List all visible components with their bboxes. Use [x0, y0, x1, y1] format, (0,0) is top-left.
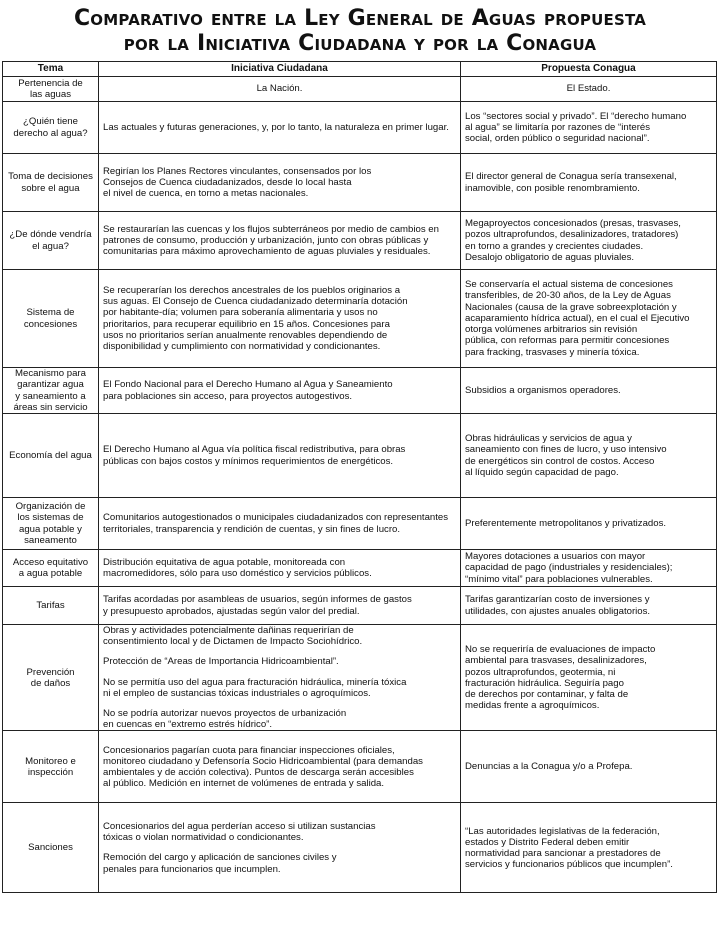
table-row [3, 803, 717, 893]
cell-tema [3, 625, 99, 731]
paragraph-gap [103, 843, 456, 852]
cell-tema [3, 212, 99, 270]
paragraph: Mayores dotaciones a usuarios con mayor capacidad de pago (industriales y residenciales); “mínimo vital” para poblaciones vulnerables. [465, 551, 673, 585]
cell-propuesta-conagua [461, 498, 717, 550]
paragraph: Regirían los Planes Rectores vinculantes, consensados por los Consejos de Cuenca ciudadanizados, desde lo local hasta el nivel de cuenca, en torno a metas nacionales. [103, 165, 372, 200]
paragraph: Distribución equitativa de agua potable, monitoreada con macromedidores, sólo para uso doméstico y servicios públicos. [103, 556, 372, 579]
comparison-table [2, 61, 717, 893]
paragraph: Megaproyectos concesionados (presas, trasvases, pozos ultraprofundos, desalinizadores, tratadores) en torno a grandes y crecientes ciudades. Desalojo obligatorio de aguas pluviales. [465, 218, 681, 263]
tema-text: Acceso equitativo a agua potable [12, 556, 89, 579]
tema-text: Sistema de concesiones [23, 307, 78, 330]
table-row [3, 414, 717, 498]
paragraph: La Nación. [256, 83, 303, 95]
tema-text: ¿Quién tiene derecho al agua? [13, 116, 88, 139]
header-propuesta-conagua: Propuesta Conagua [461, 62, 717, 77]
table-row [3, 587, 717, 625]
cell-tema [3, 587, 99, 625]
table-row [3, 270, 717, 368]
table-row [3, 154, 717, 212]
cell-iniciativa-ciudadana [99, 498, 461, 550]
tema-text: Sanciones [28, 842, 73, 854]
paragraph: Las actuales y futuras generaciones, y, por lo tanto, la naturaleza en primer lugar. [103, 121, 449, 133]
cell-iniciativa-ciudadana [99, 731, 461, 803]
paragraph: No se podría autorizar nuevos proyectos de urbanización en cuencas en “extremo estrés hídrico”. [103, 708, 347, 731]
tema-text: Prevención de daños [26, 666, 75, 689]
paragraph: No se permitía uso del agua para fracturación hidráulica, minería tóxica ni el empleo de sustancias tóxicas industriales o agroquímicos. [103, 676, 407, 699]
paragraph: El Fondo Nacional para el Derecho Humano al Agua y Saneamiento para poblaciones sin acceso, para proyectos autogestivos. [103, 379, 393, 402]
cell-iniciativa-ciudadana [99, 154, 461, 212]
paragraph: No se requeriría de evaluaciones de impacto ambiental para trasvases, desalinizadores, pozos ultraprofundos, geotermia, ni fracturación hidráulica. Seguiría pago de derechos por contaminar, y falta de medidas frente a agroquímicos. [465, 644, 656, 712]
paragraph-gap [103, 699, 456, 708]
cell-propuesta-conagua [461, 77, 717, 102]
cell-iniciativa-ciudadana [99, 102, 461, 154]
table-row [3, 550, 717, 587]
tema-text: Mecanismo para garantizar agua y saneamiento a áreas sin servicio [13, 368, 88, 413]
paragraph: Tarifas garantizarían costo de inversiones y utilidades, con ajustes anuales obligatorios. [465, 594, 651, 617]
table-row [3, 212, 717, 270]
cell-tema [3, 368, 99, 414]
table-row [3, 102, 717, 154]
cell-iniciativa-ciudadana [99, 368, 461, 414]
table-row [3, 77, 717, 102]
paragraph: Se restaurarían las cuencas y los flujos subterráneos por medio de cambios en patrones de consumo, producción y urbanización, junto con obras públicas y comunitarias para máximo aprovechamiento de aguas pluviales y residuales. [103, 223, 439, 258]
paragraph: Preferentemente metropolitanos y privatizados. [465, 517, 667, 529]
header-iniciativa-ciudadana: Iniciativa Ciudadana [99, 62, 461, 77]
cell-propuesta-conagua [461, 803, 717, 893]
cell-tema [3, 270, 99, 368]
paragraph: Protección de “Areas de Importancia Hidricoambiental”. [103, 656, 339, 668]
cell-iniciativa-ciudadana [99, 625, 461, 731]
cell-tema [3, 498, 99, 550]
cell-tema [3, 154, 99, 212]
cell-iniciativa-ciudadana [99, 803, 461, 893]
paragraph: Concesionarios pagarían cuota para financiar inspecciones oficiales, monitoreo ciudadano y Defensoría Socio Hidricoambiental (para demandas ambientales y de acción colectiva). Puntos de descarga serán accesibles al público. Medición en internet de volúmenes de entrada y salida. [103, 744, 423, 790]
title-line-2: por la Iniciativa Ciudadana y por la Conagua [123, 31, 597, 56]
tema-text: Pertenencia de las aguas [18, 77, 83, 100]
paragraph-gap [103, 668, 456, 677]
paragraph: Se conservaría el actual sistema de concesiones transferibles, de 20-30 años, de la Ley de Aguas Nacionales (causa de la grave sobreexplotación y acaparamiento hídrica actual), en el cual el Ejecutivo otorga volúmenes arbitrarios sin revisión pública, con reformas para permitir concesiones para fracking, trasvases y minería tóxica. [465, 279, 690, 358]
paragraph: Se recuperarían los derechos ancestrales de los pueblos originarios a sus aguas. El Consejo de Cuenca ciudadanizado determinaría dotación por habitante-día; volumen para soberanía alimentaria y usos no prioritarios, para recuperar equilibrio en 15 años. Concesiones para usos no prioritarios serían anualmente renovables dependiendo de disponibilidad y cumplimiento con normatividad y condicionantes. [103, 284, 408, 352]
paragraph: El director general de Conagua sería transexenal, inamovible, con posible renombramiento. [465, 171, 677, 194]
paragraph: Comunitarios autogestionados o municipales ciudadanizados con representantes territoriales, transparencia y rendición de cuentas, y sin fines de lucro. [103, 512, 449, 535]
cell-propuesta-conagua [461, 212, 717, 270]
header-tema: Tema [3, 62, 99, 77]
tema-text: Organización de los sistemas de agua potable y saneamento [15, 501, 86, 546]
paragraph: Obras y actividades potencialmente dañinas requerirían de consentimiento local y de Dictamen de Impacto Sociohídrico. [103, 625, 363, 648]
table-row [3, 498, 717, 550]
cell-tema [3, 102, 99, 154]
paragraph: Concesionarios del agua perderían acceso si utilizan sustancias tóxicas o violan normatividad o condicionantes. [103, 821, 376, 844]
cell-iniciativa-ciudadana [99, 77, 461, 102]
paragraph: Obras hidráulicas y servicios de agua y saneamiento con fines de lucro, y uso intensivo de energéticos sin control de costos. Acceso al líquido según capacidad de pago. [465, 433, 667, 478]
cell-iniciativa-ciudadana [99, 587, 461, 625]
cell-propuesta-conagua [461, 154, 717, 212]
cell-propuesta-conagua [461, 270, 717, 368]
cell-propuesta-conagua [461, 625, 717, 731]
paragraph: Remoción del cargo y aplicación de sanciones civiles y penales para funcionarios que incumplen. [103, 852, 337, 875]
cell-tema [3, 803, 99, 893]
tema-text: Tarifas [36, 599, 65, 611]
tema-text: Toma de decisiones sobre el agua [8, 171, 93, 194]
tema-text: Economía del agua [9, 449, 92, 461]
cell-iniciativa-ciudadana [99, 270, 461, 368]
header-row [3, 62, 717, 77]
cell-propuesta-conagua [461, 731, 717, 803]
paragraph: Subsidios a organismos operadores. [465, 384, 621, 396]
paragraph: Denuncias a la Conagua y/o a Profepa. [465, 761, 633, 773]
paragraph-gap [103, 647, 456, 656]
paragraph: Los “sectores social y privado”. El “derecho humano al agua” se limitaría por razones de “interés social, orden público o seguridad nacional”. [465, 110, 687, 145]
cell-iniciativa-ciudadana [99, 550, 461, 587]
cell-tema [3, 77, 99, 102]
title-block [0, 0, 720, 58]
cell-tema [3, 550, 99, 587]
cell-tema [3, 731, 99, 803]
cell-tema [3, 414, 99, 498]
cell-iniciativa-ciudadana [99, 414, 461, 498]
table-row [3, 625, 717, 731]
cell-propuesta-conagua [461, 587, 717, 625]
table-row [3, 368, 717, 414]
table-body [3, 77, 717, 893]
cell-iniciativa-ciudadana [99, 212, 461, 270]
title-line-1: Comparativo entre la Ley General de Aguas propuesta [73, 6, 647, 31]
table-row [3, 731, 717, 803]
tema-text: Monitoreo e inspección [25, 755, 76, 778]
paragraph: El Estado. [566, 83, 611, 95]
paragraph: El Derecho Humano al Agua vía política fiscal redistributiva, para obras públicas con bajos costos y mínimos requerimientos de energéticos. [103, 444, 406, 467]
cell-propuesta-conagua [461, 102, 717, 154]
tema-text: ¿De dónde vendría el agua? [9, 229, 92, 252]
cell-propuesta-conagua [461, 368, 717, 414]
cell-propuesta-conagua [461, 550, 717, 587]
paragraph: “Las autoridades legislativas de la federación, estados y Distrito Federal deben emitir normatividad para sancionar a prestadores de servicios y funcionarios públicos que incumplen”. [465, 825, 673, 871]
cell-propuesta-conagua [461, 414, 717, 498]
paragraph: Tarifas acordadas por asambleas de usuarios, según informes de gastos y presupuesto aprobados, ajustadas según valor del predial. [103, 594, 412, 617]
